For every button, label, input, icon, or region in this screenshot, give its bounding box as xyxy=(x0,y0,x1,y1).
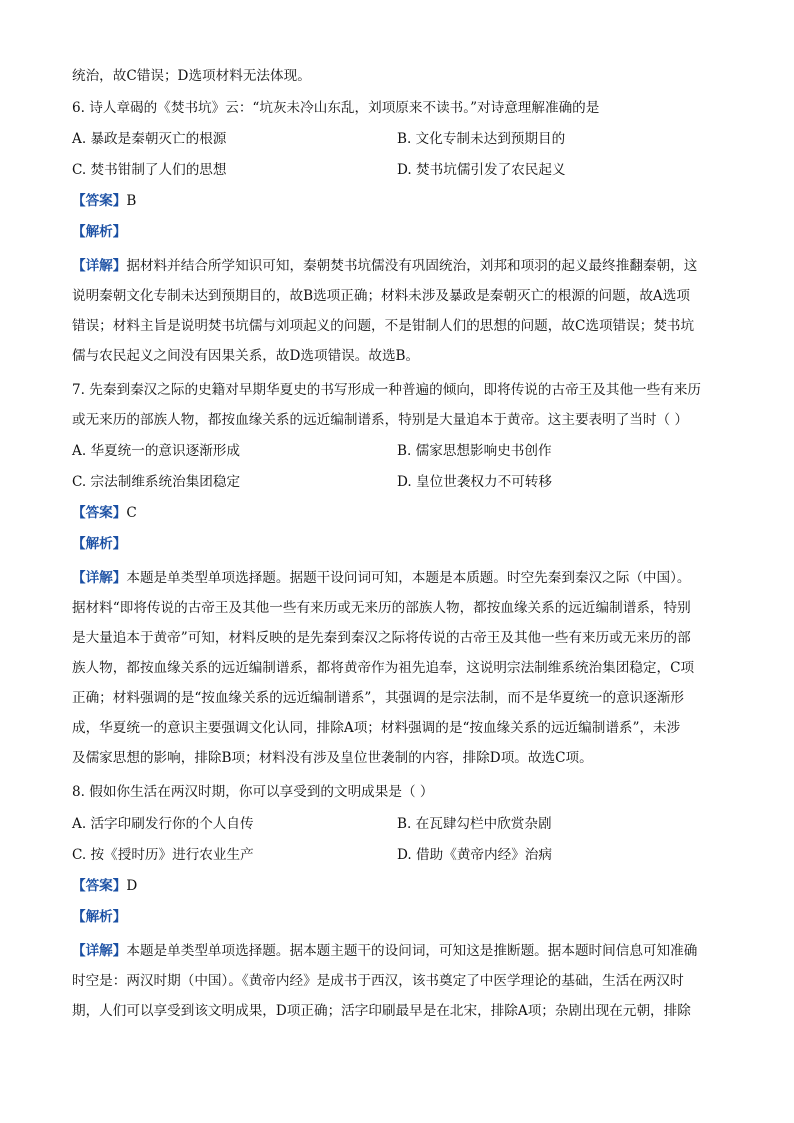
question-7-option-a: A. 华夏统一的意识逐渐形成 xyxy=(72,443,240,459)
question-8-detail-line xyxy=(72,941,732,961)
question-8-option-a: A. 活字印刷发行你的个人自传 xyxy=(72,816,254,832)
question-7-detail-line: 及儒家思想的影响，排除B项；材料没有涉及皇位世袭制的内容，排除D项。故选C项。 xyxy=(72,750,593,766)
detail-tag: 【详解】 xyxy=(72,570,127,586)
question-6-option-b: B. 文化专制未达到预期目的 xyxy=(397,131,566,147)
question-7-detail-line: 据材料“即将传说的古帝王及其他一些有来历或无来历的部族人物，都按血缘关系的远近编制谱系，特别 xyxy=(72,600,691,616)
question-8-option-c: C. 按《授时历》进行农业生产 xyxy=(72,847,254,863)
detail-text: 本题是单类型单项选择题。据本题主题干的设问词，可知这是推断题。据本题时间信息可知准确 xyxy=(126,943,698,959)
answer-value: B xyxy=(126,193,137,209)
question-8-detail-line: 时空是：两汉时期（中国）。《黄帝内经》是成书于西汉，该书奠定了中医学理论的基础，生活在两汉时 xyxy=(72,973,684,989)
question-6-option-d: D. 焚书坑儒引发了农民起义 xyxy=(397,162,566,178)
question-6-detail-line: 说明秦朝文化专制未达到预期目的，故B选项正确；材料未涉及暴政是秦朝灭亡的根源的问题，故A选项 xyxy=(72,288,690,304)
question-6-answer xyxy=(72,191,732,211)
answer-tag: 【答案】 xyxy=(72,505,127,521)
answer-tag: 【答案】 xyxy=(72,878,127,894)
question-8-analysis-heading xyxy=(72,907,732,927)
detail-text: 据材料并结合所学知识可知，秦朝焚书坑儒没有巩固统治，刘邦和项羽的起义最终推翻秦朝，这 xyxy=(126,258,698,274)
answer-tag: 【答案】 xyxy=(72,193,127,209)
question-7-stem: 或无来历的部族人物，都按血缘关系的远近编制谱系，特别是大量追本于黄帝。这主要表明了当时（ ） xyxy=(72,412,689,428)
continued-text-line: 统治，故C错误；D选项材料无法体现。 xyxy=(72,68,311,84)
question-6-option-a: A. 暴政是秦朝灭亡的根源 xyxy=(72,131,227,147)
question-7-detail-line: 正确；材料强调的是“按血缘关系的远近编制谱系”，其强调的是宗法制，而不是华夏统一的意识逐渐形 xyxy=(72,690,685,706)
detail-tag: 【详解】 xyxy=(72,258,127,274)
question-7-option-b: B. 儒家思想影响史书创作 xyxy=(397,443,552,459)
question-8-detail-line: 期，人们可以享受到该文明成果，D项正确；活字印刷最早是在北宋，排除A项；杂剧出现在元朝，排除 xyxy=(72,1003,691,1019)
question-7-detail-line: 族人物，都按血缘关系的远近编制谱系，都将黄帝作为祖先追奉，这说明宗法制维系统治集团稳定，C项 xyxy=(72,660,695,676)
question-7-stem: 7. 先秦到秦汉之际的史籍对早期华夏史的书写形成一种普遍的倾向，即将传说的古帝王及其他一些有来历 xyxy=(72,382,702,398)
question-6-detail-line xyxy=(72,256,732,276)
analysis-tag: 【解析】 xyxy=(72,536,127,552)
question-6-stem: 6. 诗人章碣的《焚书坑》云：“坑灰未冷山东乱，刘项原来不读书。”对诗意理解准确的是 xyxy=(72,100,600,116)
question-7-answer xyxy=(72,503,732,523)
answer-value: C xyxy=(126,505,137,521)
question-7-analysis-heading xyxy=(72,534,732,554)
question-8-stem: 8. 假如你生活在两汉时期，你可以享受到的文明成果是（ ） xyxy=(72,784,434,800)
analysis-tag: 【解析】 xyxy=(72,224,127,240)
detail-text: 本题是单类型单项选择题。据题干设问词可知，本题是本质题。时空先秦到秦汉之际（中国）。 xyxy=(126,570,691,586)
question-8-answer xyxy=(72,876,732,896)
analysis-tag: 【解析】 xyxy=(72,909,127,925)
question-7-detail-line xyxy=(72,568,732,588)
detail-tag: 【详解】 xyxy=(72,943,127,959)
question-7-option-d: D. 皇位世袭权力不可转移 xyxy=(397,474,552,490)
question-6-option-c: C. 焚书钳制了人们的思想 xyxy=(72,162,227,178)
question-7-detail-line: 成，华夏统一的意识主要强调文化认同，排除A项；材料强调的是“按血缘关系的远近编制谱系”，未涉 xyxy=(72,720,681,736)
question-7-option-c: C. 宗法制维系统治集团稳定 xyxy=(72,474,241,490)
question-8-option-d: D. 借助《黄帝内经》治病 xyxy=(397,847,552,863)
question-6-detail-line: 错误；材料主旨是说明焚书坑儒与刘项起义的问题，不是钳制人们的思想的问题，故C选项错误；焚书坑 xyxy=(72,318,695,334)
question-6-detail-line: 儒与农民起义之间没有因果关系，故D选项错误。故选B。 xyxy=(72,348,420,364)
answer-value: D xyxy=(126,878,138,894)
question-8-option-b: B. 在瓦肆勾栏中欣赏杂剧 xyxy=(397,816,552,832)
question-7-detail-line: 是大量追本于黄帝”可知，材料反映的是先秦到秦汉之际将传说的古帝王及其他一些有来历或无来历的部 xyxy=(72,630,691,646)
question-6-analysis-heading xyxy=(72,222,732,242)
